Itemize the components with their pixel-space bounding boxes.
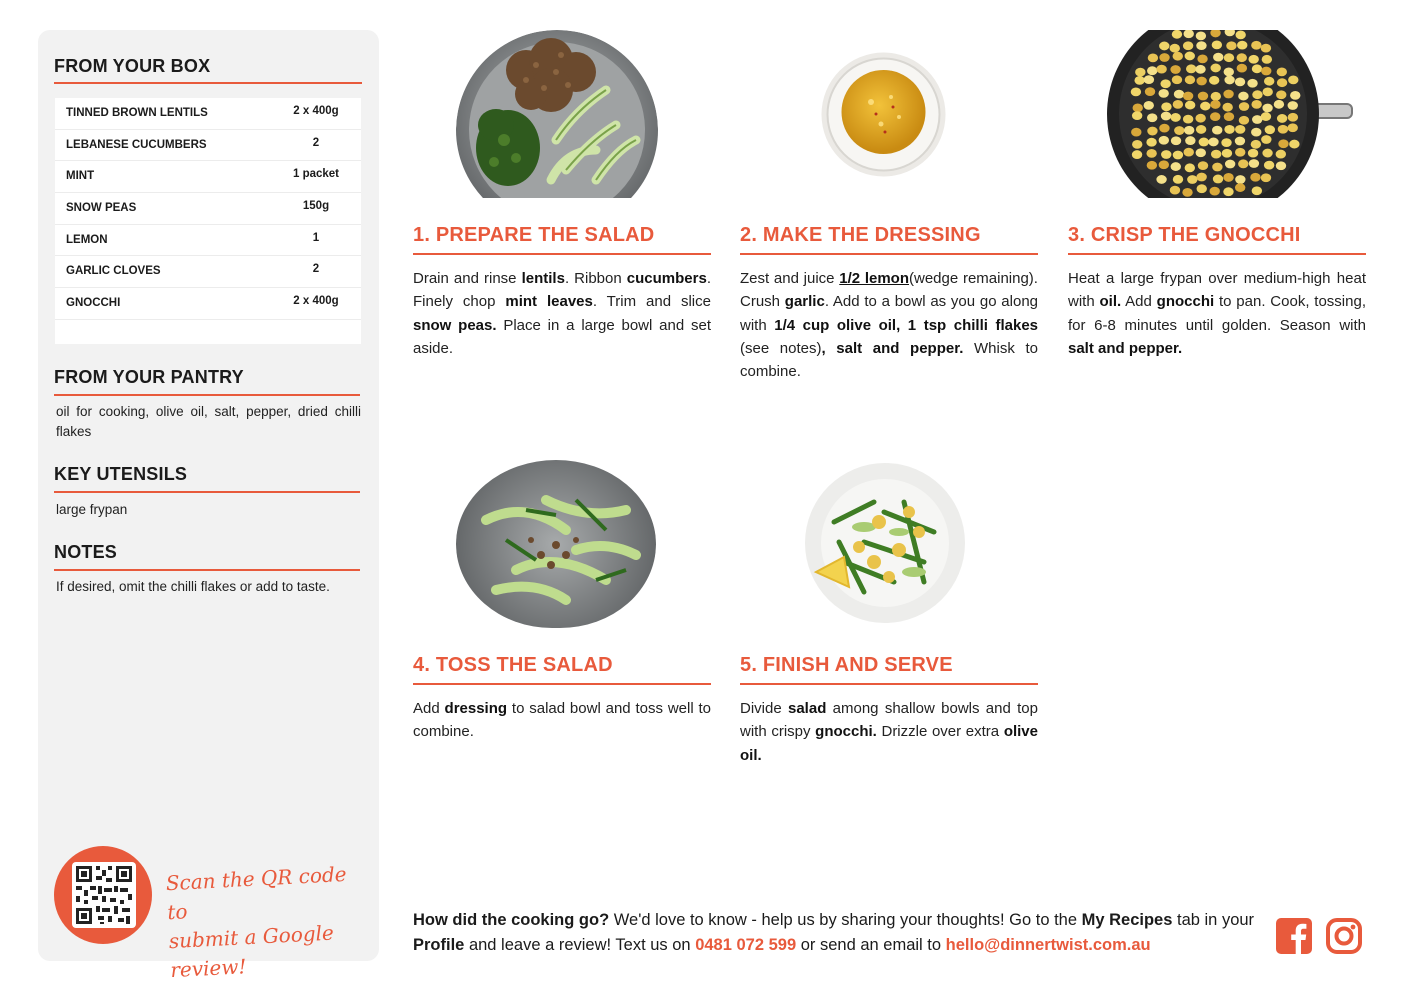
gnocchi-piece (1261, 173, 1271, 182)
ingredients-sidebar (38, 30, 379, 983)
gnocchi-piece (1261, 67, 1271, 76)
step-rule (1068, 253, 1366, 255)
ingredients-table (55, 98, 361, 344)
gnocchi-piece (1171, 136, 1181, 145)
gnocchi-piece (1237, 41, 1247, 50)
gnocchi-piece (1186, 64, 1196, 73)
gnocchi-piece (1277, 67, 1287, 76)
gnocchi-piece (1209, 76, 1219, 85)
step-text-run: . Add to a bowl as you go along with (740, 293, 1039, 334)
step-5-title: 5. FINISH AND SERVE (740, 654, 953, 676)
gnocchi-piece (1170, 65, 1180, 74)
ingredient-highlight: 1/4 cup olive oil, 1 tsp chilli flakes (774, 316, 1039, 334)
gnocchi-piece (1222, 103, 1232, 112)
step-3-photo (1107, 30, 1357, 198)
ingredient-quantity: 2 (312, 136, 320, 149)
gnocchi-piece (1133, 104, 1143, 113)
step-text-run: . Ribbon (564, 270, 627, 287)
ingredient-highlight: oil. (1099, 293, 1122, 311)
gnocchi-piece (1235, 183, 1245, 192)
gnocchi-piece (1211, 64, 1221, 73)
ingredient-quantity: 150g (302, 200, 330, 213)
step-5-text (740, 697, 1038, 767)
step-text-run: Whisk to combine. (740, 339, 1038, 381)
gnocchi-piece (1289, 140, 1299, 149)
gnocchi-piece (1158, 89, 1168, 98)
qr-review-caption (165, 859, 371, 985)
gnocchi-piece (1251, 128, 1261, 137)
feedback-footer (413, 908, 1263, 958)
step-text-run: Drizzle over extra (876, 723, 1004, 741)
gnocchi-piece (1132, 140, 1142, 149)
step-3-title: 3. CRISP THE GNOCCHI (1068, 224, 1301, 246)
gnocchi-piece (1196, 148, 1206, 157)
gnocchi-piece (1225, 160, 1235, 169)
gnocchi-piece (1251, 140, 1261, 149)
ingredient-name: LEMON (66, 233, 108, 246)
profile-link[interactable]: Profile (413, 936, 465, 954)
gnocchi-piece (1224, 76, 1234, 85)
step-text-run: Heat a large frypan over medium-high heat with (1068, 270, 1366, 311)
gnocchi-piece (1200, 102, 1210, 111)
facebook-icon[interactable] (1275, 917, 1313, 955)
gnocchi-piece (1197, 55, 1207, 64)
step-text-run: (wedge remaining). Crush (740, 270, 1038, 311)
qr-code-badge[interactable] (54, 846, 152, 944)
gnocchi-piece (1173, 175, 1183, 184)
gnocchi-piece (1147, 66, 1157, 75)
step-text-run: . Trim and slice (592, 293, 711, 311)
step-4-title: 4. TOSS THE SALAD (413, 654, 613, 676)
ingredient-quantity: 2 x 400g (293, 295, 339, 308)
gnocchi-piece (1261, 44, 1271, 53)
gnocchi-piece (1274, 100, 1284, 109)
gnocchi-piece (1161, 150, 1171, 159)
step-1-text (413, 267, 711, 360)
heading-rule (54, 491, 360, 493)
gnocchi-piece (1261, 135, 1271, 144)
step-4-text (413, 697, 711, 744)
step-text-run: Divide (740, 700, 788, 717)
gnocchi-piece (1159, 42, 1169, 51)
gnocchi-piece (1185, 52, 1195, 61)
qr-caption-line-2: submit a Google review! (168, 920, 335, 983)
heading-rule (54, 569, 360, 571)
gnocchi-piece (1252, 90, 1262, 99)
gnocchi-piece (1184, 148, 1194, 157)
ingredient-row (55, 256, 361, 288)
gnocchi-piece (1134, 76, 1144, 85)
notes-heading: NOTES (54, 542, 118, 562)
gnocchi-piece (1235, 77, 1245, 86)
gnocchi-piece (1131, 128, 1141, 137)
gnocchi-piece (1251, 41, 1261, 50)
gnocchi-piece (1148, 53, 1158, 62)
gnocchi-piece (1277, 78, 1287, 87)
gnocchi-piece (1288, 101, 1298, 110)
gnocchi-piece (1197, 184, 1207, 193)
gnocchi-piece (1210, 187, 1220, 196)
ingredient-highlight: gnocchi (1156, 293, 1215, 311)
gnocchi-piece (1239, 116, 1249, 125)
gnocchi-piece (1170, 113, 1180, 122)
gnocchi-piece (1212, 163, 1222, 172)
gnocchi-piece (1199, 138, 1209, 147)
ingredient-highlight: , salt and pepper. (821, 339, 964, 357)
gnocchi-piece (1213, 53, 1223, 62)
gnocchi-piece (1183, 92, 1193, 101)
ingredient-highlight: 1/2 lemon (839, 270, 910, 287)
ingredient-row (55, 288, 361, 320)
gnocchi-piece (1222, 149, 1232, 158)
ingredient-highlight: lentils (521, 270, 565, 287)
qr-code-icon[interactable] (72, 862, 136, 928)
gnocchi-piece (1251, 100, 1261, 109)
gnocchi-piece (1131, 87, 1141, 96)
ingredient-highlight: snow peas. (413, 316, 497, 334)
step-text-run: to salad bowl and toss well to combine. (413, 700, 712, 741)
ingredient-name: SNOW PEAS (66, 202, 137, 215)
gnocchi-piece (1224, 112, 1234, 121)
gnocchi-piece (1223, 187, 1233, 196)
pantry-text: oil for cooking, olive oil, salt, pepper, dried chilli flakes (56, 404, 361, 439)
gnocchi-piece (1132, 150, 1142, 159)
gnocchi-piece (1196, 31, 1206, 40)
ingredient-quantity: 1 (312, 231, 320, 244)
gnocchi-piece (1187, 175, 1197, 184)
gnocchi-piece (1235, 148, 1245, 157)
ingredient-name: GNOCCHI (66, 297, 121, 310)
ingredient-highlight: salad (788, 700, 827, 717)
ingredient-highlight: mint leaves (505, 293, 593, 311)
gnocchi-piece (1237, 53, 1247, 62)
gnocchi-piece (1239, 102, 1249, 111)
gnocchi-piece (1161, 112, 1171, 121)
gnocchi-piece (1223, 90, 1233, 99)
gnocchi-piece (1145, 87, 1155, 96)
gnocchi-piece (1252, 186, 1262, 195)
gnocchi-piece (1262, 55, 1272, 64)
gnocchi-piece (1277, 114, 1287, 123)
gnocchi-piece (1170, 44, 1180, 53)
ingredient-row (55, 225, 361, 257)
gnocchi-piece (1235, 137, 1245, 146)
gnocchi-piece (1213, 175, 1223, 184)
gnocchi-piece (1160, 79, 1170, 88)
gnocchi-piece (1211, 92, 1221, 101)
step-text-run: Add (413, 700, 445, 717)
ingredient-quantity: 1 packet (292, 168, 340, 181)
gnocchi-piece (1212, 126, 1222, 135)
gnocchi-piece (1196, 41, 1206, 50)
ingredient-row (55, 98, 361, 130)
gnocchi-piece (1212, 41, 1222, 50)
gnocchi-piece (1147, 113, 1157, 122)
gnocchi-piece (1263, 87, 1273, 96)
ingredient-quantity: 2 (312, 263, 320, 276)
gnocchi-piece (1278, 139, 1288, 148)
gnocchi-piece (1265, 125, 1275, 134)
gnocchi-piece (1174, 90, 1184, 99)
step-2-text (740, 267, 1038, 383)
gnocchi-piece (1247, 79, 1257, 88)
gnocchi-piece (1173, 100, 1183, 109)
gnocchi-piece (1132, 111, 1142, 120)
step-5-photo (804, 462, 966, 624)
step-text-run: Add (1121, 293, 1157, 311)
step-1-photo (456, 30, 658, 198)
ingredient-highlight: garlic (784, 293, 825, 311)
notes-text: If desired, omit the chilli flakes or add to taste. (56, 579, 330, 594)
step-text-run: Zest and juice (740, 270, 840, 287)
gnocchi-piece (1174, 126, 1184, 135)
gnocchi-piece (1147, 127, 1157, 136)
gnocchi-piece (1261, 112, 1271, 121)
gnocchi-piece (1235, 30, 1245, 39)
step-text-run: Place in a large bowl and set aside. (413, 316, 712, 357)
step-1-title: 1. PREPARE THE SALAD (413, 224, 655, 246)
gnocchi-piece (1172, 75, 1182, 84)
gnocchi-piece (1184, 126, 1194, 135)
gnocchi-piece (1161, 102, 1171, 111)
gnocchi-piece (1290, 91, 1300, 100)
gnocchi-piece (1144, 75, 1154, 84)
gnocchi-piece (1210, 100, 1220, 109)
gnocchi-piece (1288, 123, 1298, 132)
gnocchi-piece (1146, 138, 1156, 147)
gnocchi-piece (1173, 52, 1183, 61)
ingredient-quantity: 2 x 400g (293, 105, 339, 117)
step-3-text (1068, 267, 1366, 360)
ingredient-name: MINT (66, 170, 95, 183)
gnocchi-piece (1276, 161, 1286, 170)
step-rule (740, 253, 1038, 255)
gnocchi-piece (1159, 124, 1169, 133)
gnocchi-piece (1171, 162, 1181, 171)
ingredient-highlight: olive oil. (740, 723, 1038, 764)
gnocchi-piece (1183, 41, 1193, 50)
gnocchi-piece (1252, 64, 1262, 73)
gnocchi-piece (1156, 65, 1166, 74)
gnocchi-piece (1170, 186, 1180, 195)
footer-text: and leave a review! Text us on (464, 936, 696, 954)
gnocchi-piece (1264, 77, 1274, 86)
gnocchi-piece (1198, 161, 1208, 170)
step-text-run: . Finely chop (413, 270, 711, 311)
gnocchi-piece (1224, 53, 1234, 62)
gnocchi-piece (1224, 67, 1234, 76)
gnocchi-piece (1262, 104, 1272, 113)
qr-caption-line-1: Scan the QR code to (165, 861, 348, 925)
gnocchi-piece (1159, 53, 1169, 62)
gnocchi-piece (1248, 149, 1258, 158)
step-2-photo (821, 52, 946, 177)
step-4-photo (456, 460, 656, 628)
gnocchi-piece (1185, 136, 1195, 145)
gnocchi-piece (1196, 77, 1206, 86)
step-2-title: 2. MAKE THE DRESSING (740, 224, 981, 246)
gnocchi-piece (1223, 173, 1233, 182)
gnocchi-piece (1276, 150, 1286, 159)
gnocchi-piece (1195, 65, 1205, 74)
gnocchi-piece (1237, 64, 1247, 73)
step-text-run: (see notes) (740, 339, 822, 357)
gnocchi-piece (1172, 30, 1182, 39)
gnocchi-piece (1159, 136, 1169, 145)
footer-text: or send an email to (796, 936, 946, 954)
from-your-box-heading: FROM YOUR BOX (54, 56, 211, 76)
gnocchi-piece (1173, 151, 1183, 160)
gnocchi-piece (1195, 114, 1205, 123)
gnocchi-piece (1185, 163, 1195, 172)
gnocchi-piece (1147, 161, 1157, 170)
gnocchi-piece (1146, 149, 1156, 158)
gnocchi-piece (1238, 159, 1248, 168)
gnocchi-piece (1262, 149, 1272, 158)
step-rule (413, 253, 711, 255)
gnocchi-piece (1264, 161, 1274, 170)
utensils-text: large frypan (56, 502, 128, 517)
gnocchi-piece (1159, 160, 1169, 169)
gnocchi-piece (1238, 92, 1248, 101)
footer-text: tab in your (1172, 911, 1255, 929)
email-link[interactable]: hello@dinnertwist.com.au (945, 936, 1151, 954)
step-rule (413, 683, 711, 685)
gnocchi-piece (1156, 175, 1166, 184)
my-recipes-link[interactable]: My Recipes (1081, 911, 1173, 929)
ingredient-row (55, 193, 361, 225)
key-utensils-heading: KEY UTENSILS (54, 464, 188, 484)
gnocchi-piece (1144, 101, 1154, 110)
gnocchi-piece (1198, 92, 1208, 101)
gnocchi-piece (1226, 41, 1236, 50)
gnocchi-piece (1183, 115, 1193, 124)
footer-text: We'd love to know - help us by sharing your thoughts! Go to the (609, 911, 1082, 929)
ingredient-row (55, 161, 361, 193)
step-text-run: among shallow bowls and top with crispy (740, 700, 1038, 741)
ingredient-highlight: salt and pepper. (1068, 339, 1183, 357)
gnocchi-piece (1196, 173, 1206, 182)
gnocchi-piece (1196, 125, 1206, 134)
gnocchi-piece (1276, 90, 1286, 99)
phone-number-link[interactable]: 0481 072 599 (695, 936, 797, 954)
gnocchi-piece (1182, 188, 1192, 197)
gnocchi-piece (1208, 138, 1218, 147)
heading-rule (54, 82, 362, 84)
gnocchi-piece (1249, 159, 1259, 168)
gnocchi-piece (1250, 173, 1260, 182)
gnocchi-piece (1185, 101, 1195, 110)
ingredient-row (55, 130, 361, 162)
ingredient-name: GARLIC CLOVES (66, 265, 161, 278)
footer-question: How did the cooking go? (413, 911, 610, 929)
gnocchi-piece (1235, 125, 1245, 134)
step-text-run: to pan. Cook, tossing, for 6-8 minutes until golden. Season with (1068, 293, 1366, 334)
gnocchi-piece (1288, 75, 1298, 84)
ingredient-highlight: dressing (444, 700, 508, 717)
gnocchi-piece (1211, 150, 1221, 159)
gnocchi-piece (1235, 175, 1245, 184)
gnocchi-piece (1224, 125, 1234, 134)
ingredient-highlight: cucumbers (626, 270, 707, 287)
ingredient-name: TINNED BROWN LENTILS (66, 107, 208, 119)
gnocchi-piece (1221, 138, 1231, 147)
gnocchi-piece (1278, 125, 1288, 134)
gnocchi-piece (1288, 113, 1298, 122)
step-rule (740, 683, 1038, 685)
gnocchi-piece (1185, 75, 1195, 84)
from-your-pantry-heading: FROM YOUR PANTRY (54, 367, 244, 387)
ingredient-highlight: gnocchi. (815, 723, 877, 741)
ingredient-name: LEBANESE CUCUMBERS (66, 138, 207, 151)
gnocchi-piece (1210, 112, 1220, 121)
gnocchi-piece (1135, 68, 1145, 77)
gnocchi-piece (1248, 55, 1258, 64)
step-text-run: Drain and rinse (413, 270, 522, 287)
instagram-icon[interactable] (1325, 917, 1363, 955)
heading-rule (54, 394, 360, 396)
